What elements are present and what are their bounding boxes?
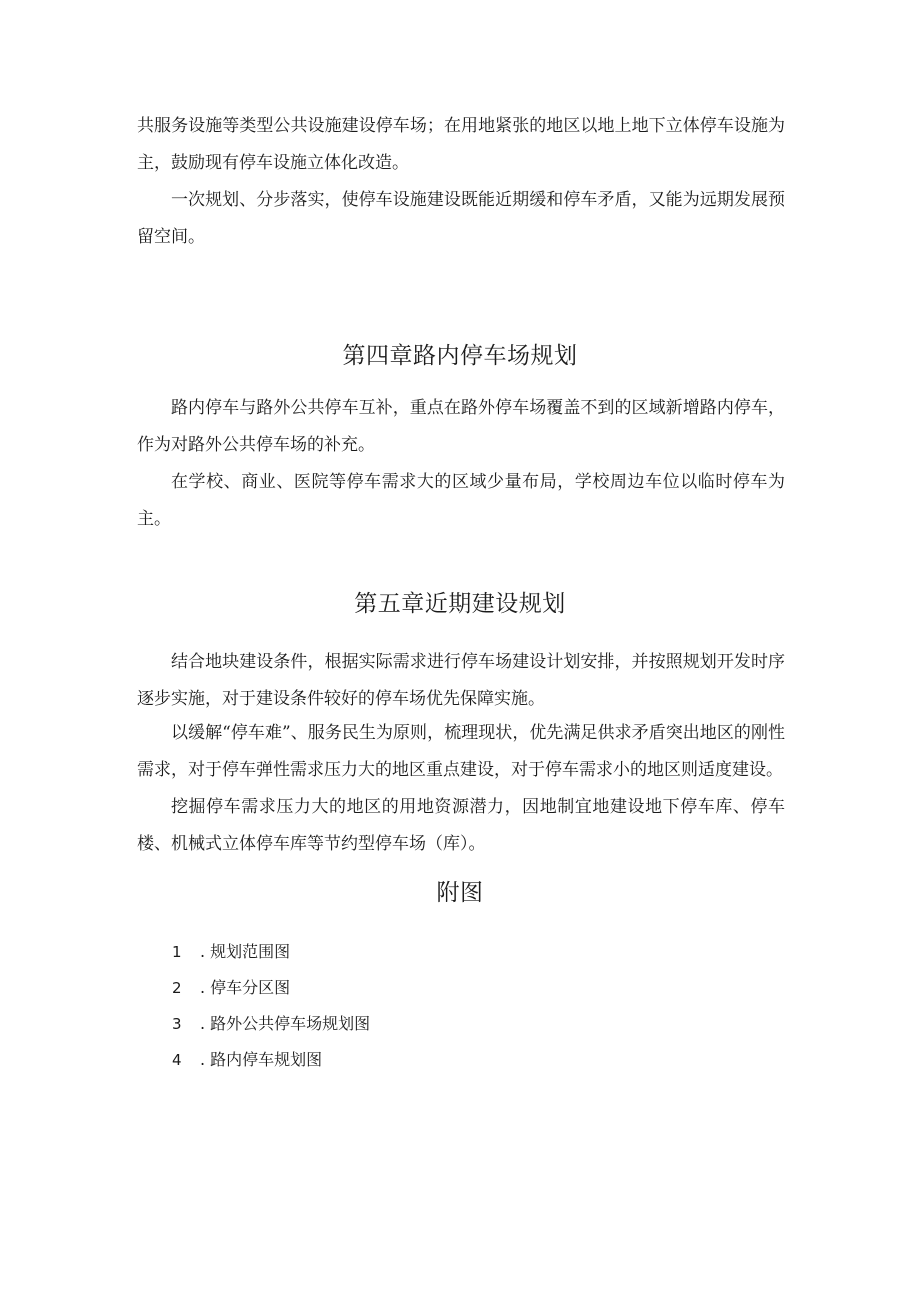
list-item (172, 934, 370, 970)
list-item-number: 3 (172, 1015, 182, 1033)
body-paragraph: 路内停车与路外公共停车互补，重点在路外停车场覆盖不到的区域新增路内停车，作为对路外公共停车场的补充。 (137, 398, 785, 455)
body-paragraph: 一次规划、分步落实，使停车设施建设既能近期缓和停车矛盾，又能为远期发展预留空间。 (137, 190, 785, 247)
body-paragraph: 共服务设施等类型公共设施建设停车场；在用地紧张的地区以地上地下立体停车设施为主，鼓励现有停车设施立体化改造。 (137, 116, 785, 173)
list-item-label: . 路外公共停车场规划图 (200, 1014, 371, 1033)
body-paragraph: 以缓解“停车难”、服务民生为原则，梳理现状，优先满足供求矛盾突出地区的刚性需求，对于停车弹性需求压力大的地区重点建设，对于停车需求小的地区则适度建设。 (137, 723, 785, 780)
chapter-4-title: 第四章路内停车场规划 (342, 343, 578, 369)
list-item-label: . 路内停车规划图 (200, 1050, 323, 1069)
list-item-number: 4 (172, 1051, 182, 1069)
body-paragraph: 挖掘停车需求压力大的地区的用地资源潜力，因地制宜地建设地下停车库、停车楼、机械式立体停车库等节约型停车场（库）。 (137, 797, 785, 854)
list-item-label: . 规划范围图 (200, 942, 291, 961)
list-item-label: . 停车分区图 (200, 978, 291, 997)
body-paragraph: 在学校、商业、医院等停车需求大的区域少量布局，学校周边车位以临时停车为主。 (137, 472, 785, 529)
appendix-title: 附图 (436, 880, 484, 906)
list-item-number: 2 (172, 979, 182, 997)
chapter-5-title: 第五章近期建设规划 (354, 591, 566, 617)
list-item (172, 970, 370, 1006)
appendix-list (172, 934, 370, 1078)
list-item (172, 1042, 370, 1078)
body-paragraph: 结合地块建设条件，根据实际需求进行停车场建设计划安排，并按照规划开发时序逐步实施，对于建设条件较好的停车场优先保障实施。 (137, 652, 785, 709)
list-item-number: 1 (172, 943, 182, 961)
list-item (172, 1006, 370, 1042)
